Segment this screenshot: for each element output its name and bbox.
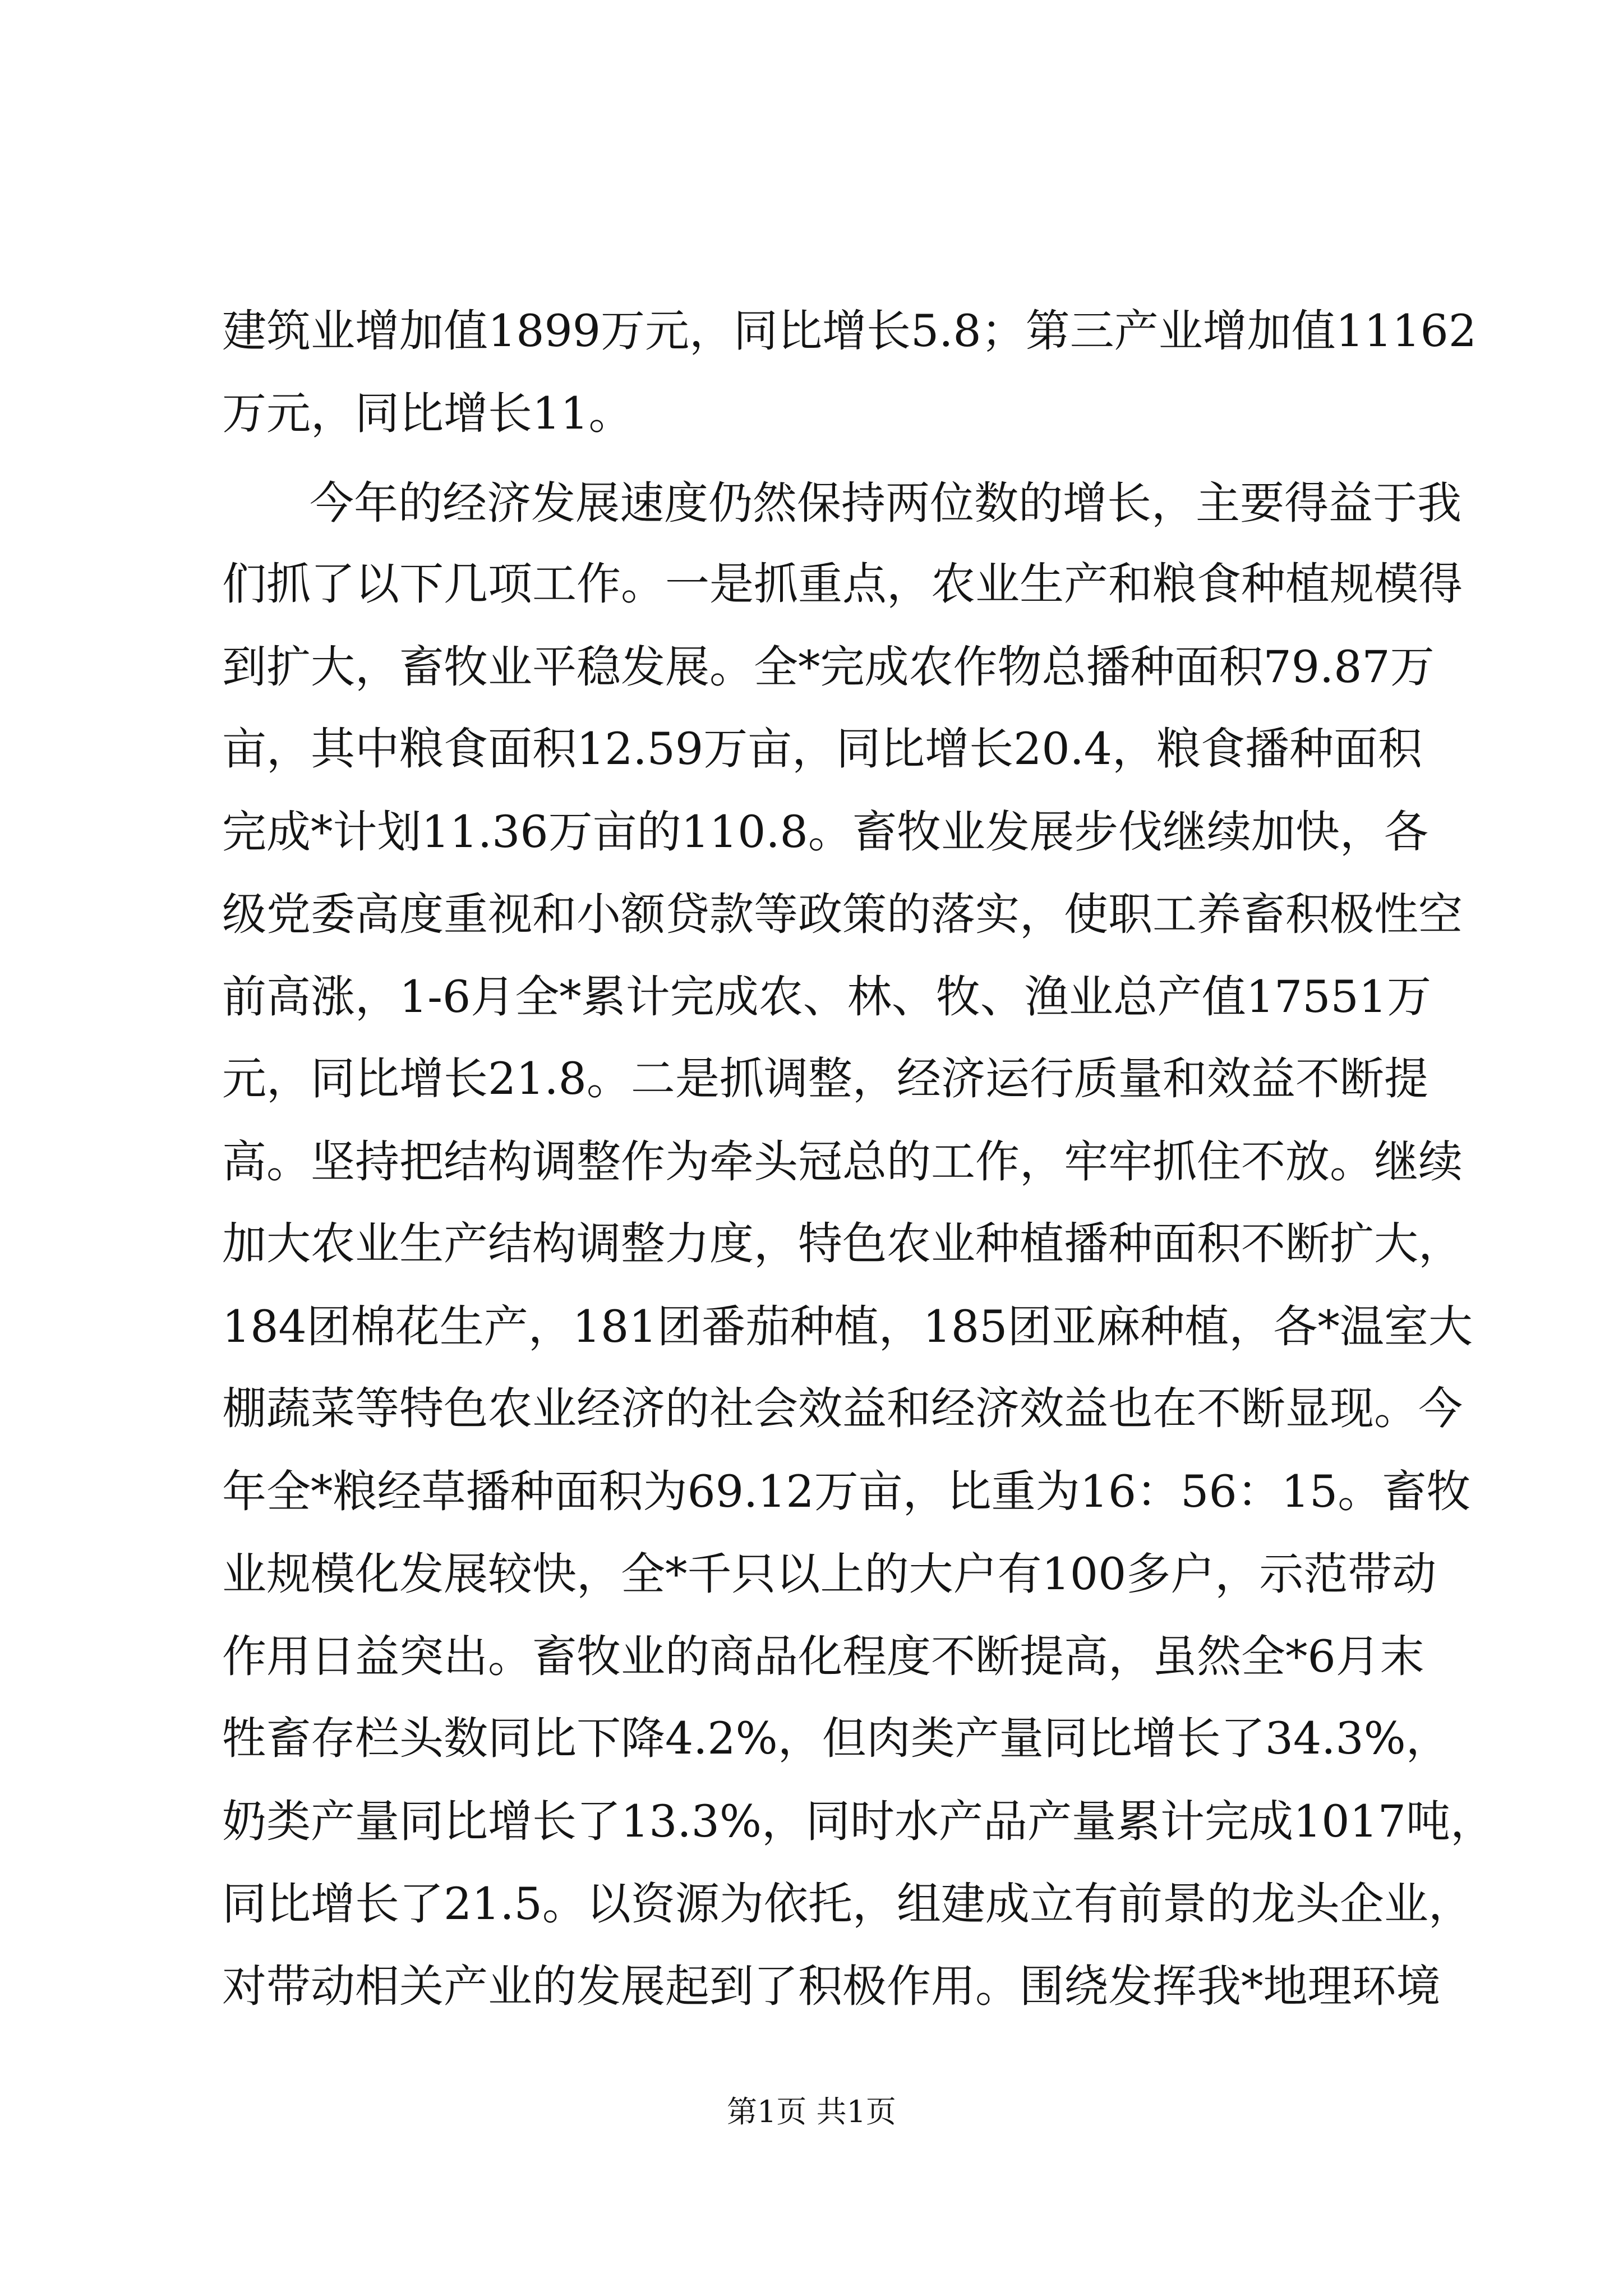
text-line: 同比增长了21.5。以资源为依托，组建成立有前景的龙头企业， xyxy=(222,1878,1473,1930)
text-line: 业规模化发展较快，全*千只以上的大户有100多户，示范带动 xyxy=(222,1548,1437,1600)
text-line: 牲畜存栏头数同比下降4.2%，但肉类产量同比增长了34.3%， xyxy=(222,1713,1450,1764)
text-line: 184团棉花生产，181团番茄种植，185团亚麻种植，各*温室大 xyxy=(222,1301,1473,1352)
text-line: 高。坚持把结构调整作为牵头冠总的工作，牢牢抓住不放。继续 xyxy=(222,1136,1463,1188)
page-footer: 第1页 共1页 xyxy=(727,2094,896,2129)
text-line: 作用日益突出。畜牧业的商品化程度不断提高，虽然全*6月末 xyxy=(222,1631,1424,1682)
text-line: 亩，其中粮食面积12.59万亩，同比增长20.4，粮食播种面积 xyxy=(222,723,1423,775)
text-line: 加大农业生产结构调整力度，特色农业种植播种面积不断扩大， xyxy=(222,1218,1463,1269)
text-line: 们抓了以下几项工作。一是抓重点，农业生产和粮食种植规模得 xyxy=(222,558,1463,610)
text-line: 年全*粮经草播种面积为69.12万亩，比重为16：56：15。畜牧 xyxy=(222,1466,1471,1517)
text-line: 元，同比增长21.8。二是抓调整，经济运行质量和效益不断提 xyxy=(222,1053,1428,1105)
text-line: 对带动相关产业的发展起到了积极作用。围绕发挥我*地理环境 xyxy=(222,1961,1441,2012)
text-line: 前高涨，1-6月全*累计完成农、林、牧、渔业总产值17551万 xyxy=(222,971,1432,1023)
text-line: 今年的经济发展速度仍然保持两位数的增长，主要得益于我 xyxy=(310,477,1461,529)
text-line: 棚蔬菜等特色农业经济的社会效益和经济效益也在不断显现。今 xyxy=(222,1383,1463,1434)
text-line: 建筑业增加值1899万元，同比增长5.8；第三产业增加值11162 xyxy=(222,305,1477,357)
text-line: 到扩大，畜牧业平稳发展。全*完成农作物总播种面积79.87万 xyxy=(222,641,1435,693)
text-line: 奶类产量同比增长了13.3%，同时水产品产量累计完成1017吨， xyxy=(222,1796,1495,1847)
text-line: 完成*计划11.36万亩的110.8。畜牧业发展步伐继续加快，各 xyxy=(222,806,1428,858)
text-line: 级党委高度重视和小额贷款等政策的落实，使职工养畜积极性空 xyxy=(222,889,1463,940)
text-line: 万元，同比增长11。 xyxy=(222,388,633,439)
